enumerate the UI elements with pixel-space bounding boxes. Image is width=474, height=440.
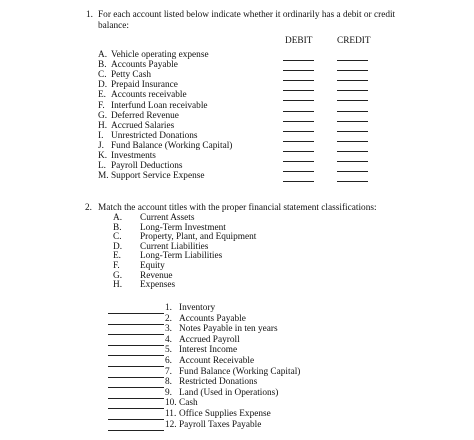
account-row: [0, 71, 474, 81]
classification-letter: E.: [113, 251, 122, 262]
classification-letter: G.: [113, 270, 123, 281]
classification-name: Current Assets: [140, 213, 195, 223]
account-letter: I.: [98, 130, 104, 141]
matching-row: [0, 399, 474, 409]
account-row: [0, 142, 474, 152]
account-row: [0, 152, 474, 162]
account-row: [0, 51, 474, 61]
q1-prompt-line2: balance:: [98, 21, 129, 31]
matching-account-name: Accounts Payable: [179, 313, 246, 324]
matching-account-name: Inventory: [179, 303, 216, 313]
account-name: Accrued Salaries: [111, 120, 175, 131]
account-name: Petty Cash: [111, 70, 152, 81]
credit-answer-blank[interactable]: [337, 181, 368, 182]
matching-row: [0, 304, 474, 314]
account-letter: H.: [98, 120, 108, 131]
matching-row: [0, 389, 474, 399]
account-row: [0, 112, 474, 122]
matching-number: 5.: [165, 345, 172, 356]
classification-letter: D.: [113, 241, 123, 252]
account-letter: M.: [98, 171, 109, 182]
account-name: Investments: [111, 151, 156, 161]
classification-letter: C.: [113, 232, 122, 243]
account-letter: D.: [98, 80, 108, 91]
matching-row: [0, 410, 474, 420]
matching-number: 1.: [165, 303, 172, 313]
account-row: [0, 91, 474, 101]
classification-letter: F.: [113, 261, 120, 271]
matching-row: [0, 357, 474, 367]
account-row: [0, 132, 474, 142]
account-row: [0, 61, 474, 71]
account-name: Accounts Payable: [111, 60, 178, 71]
account-name: Support Service Expense: [111, 171, 205, 182]
account-row: [0, 172, 474, 182]
account-letter: G.: [98, 110, 108, 121]
matching-account-name: Fund Balance (Working Capital): [179, 366, 301, 377]
matching-row: [0, 325, 474, 335]
matching-row: [0, 315, 474, 325]
debit-answer-blank[interactable]: [283, 181, 314, 182]
matching-number: 4.: [165, 334, 172, 345]
q1-prompt-line1: For each account listed below indicate whether it ordinarily has a debit or credit: [98, 10, 396, 20]
matching-number: 6.: [165, 356, 172, 366]
account-letter: C.: [98, 70, 107, 81]
matching-account-name: Accrued Payroll: [179, 334, 240, 345]
account-name: Accounts receivable: [111, 90, 187, 101]
classification-name: Current Liabilities: [140, 241, 209, 252]
account-name: Payroll Deductions: [111, 161, 183, 172]
matching-account-name: Cash: [179, 398, 198, 409]
account-name: Unrestricted Donations: [111, 130, 198, 141]
classification-name: Property, Plant, and Equipment: [140, 232, 257, 243]
q2-number: 2.: [85, 203, 92, 213]
classification-name: Expenses: [140, 280, 176, 291]
q2-prompt: Match the account titles with the proper financial statement classifications:: [98, 203, 377, 213]
classification-name: Long-Term Investment: [140, 222, 226, 233]
account-name: Vehicle operating expense: [111, 50, 209, 60]
classification-letter: A.: [113, 213, 123, 223]
account-letter: B.: [98, 60, 107, 71]
account-name: Fund Balance (Working Capital): [111, 140, 233, 151]
matching-number: 7.: [165, 366, 172, 377]
matching-account-name: Land (Used in Operations): [179, 387, 279, 398]
matching-account-name: Office Supplies Expense: [179, 409, 271, 419]
classification-name: Long-Term Liabilities: [140, 251, 223, 262]
account-row: [0, 102, 474, 112]
matching-number: 11.: [165, 409, 177, 419]
classification-name: Revenue: [140, 270, 173, 281]
account-letter: J.: [98, 140, 104, 151]
credit-column-header: CREDIT: [337, 36, 371, 46]
matching-number: 3.: [165, 324, 172, 335]
account-name: Interfund Loan receivable: [111, 100, 208, 111]
matching-row: [0, 368, 474, 378]
matching-row: [0, 378, 474, 388]
matching-account-name: Payroll Taxes Payable: [179, 419, 262, 430]
matching-number: 8.: [165, 377, 172, 388]
matching-account-name: Account Receivable: [179, 356, 255, 366]
account-letter: F.: [98, 100, 105, 111]
matching-number: 12.: [165, 419, 177, 430]
matching-account-name: Interest Income: [179, 345, 238, 356]
q1-number: 1.: [86, 10, 93, 20]
account-name: Prepaid Insurance: [111, 80, 178, 91]
account-name: Deferred Revenue: [111, 110, 179, 121]
classification-name: Equity: [140, 261, 165, 271]
matching-row: [0, 336, 474, 346]
matching-row: [0, 346, 474, 356]
matching-number: 9.: [165, 387, 172, 398]
account-letter: A.: [98, 50, 108, 60]
matching-account-name: Restricted Donations: [179, 377, 258, 388]
matching-row: [0, 421, 474, 431]
account-row: [0, 81, 474, 91]
account-letter: L.: [98, 161, 107, 172]
account-letter: E.: [98, 90, 107, 101]
account-row: [0, 122, 474, 132]
match-answer-blank[interactable]: [108, 430, 164, 431]
matching-number: 10.: [165, 398, 177, 409]
matching-number: 2.: [165, 313, 172, 324]
account-row: [0, 162, 474, 172]
account-letter: K.: [98, 151, 108, 161]
matching-account-name: Notes Payable in ten years: [179, 324, 278, 335]
classification-list: [113, 214, 313, 294]
classification-letter: H.: [113, 280, 123, 291]
classification-letter: B.: [113, 222, 122, 233]
debit-column-header: DEBIT: [285, 36, 313, 46]
